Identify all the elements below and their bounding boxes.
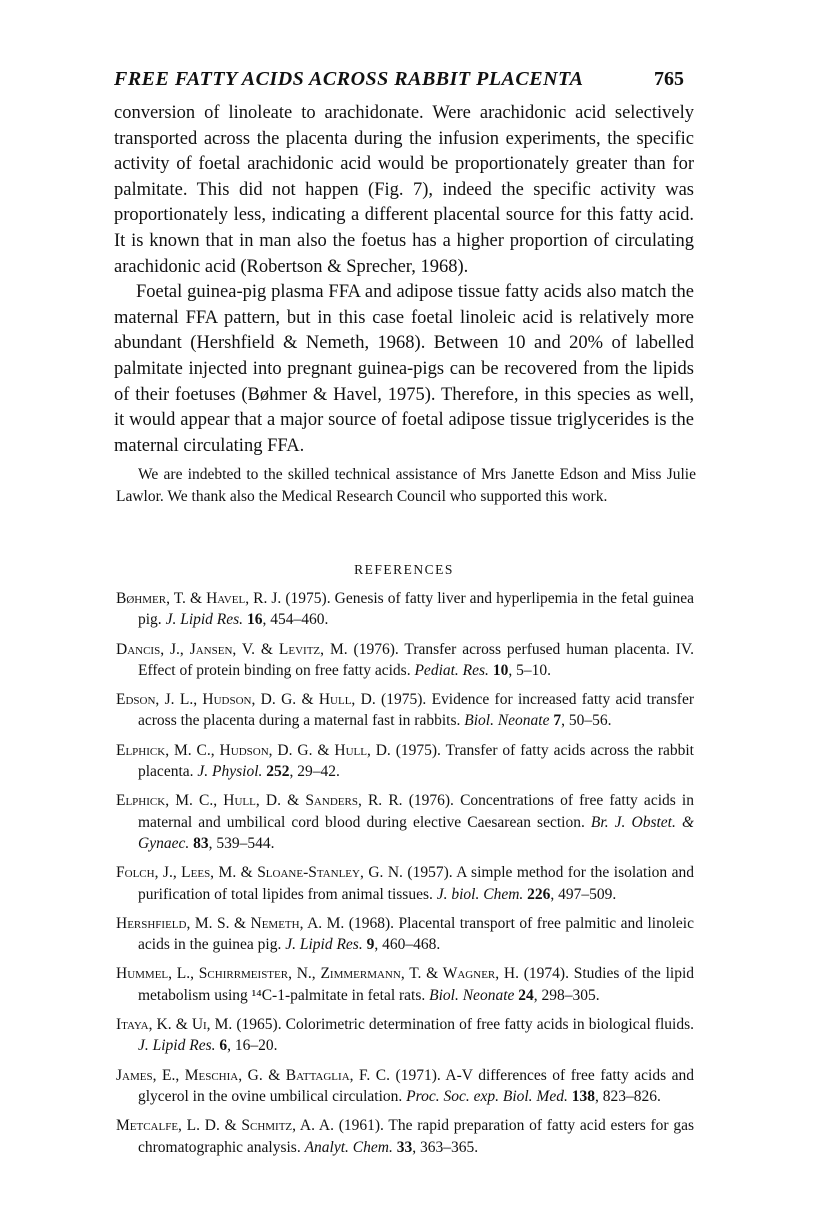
- reference-title: Transfer across perfused human placenta. IV. Effect of protein binding on free fatty acids.: [138, 640, 694, 679]
- reference-pages: , 454–460.: [262, 611, 329, 629]
- reference-journal: J. Lipid Res.: [285, 936, 363, 954]
- references-heading: REFERENCES: [354, 562, 454, 577]
- reference-journal: J. Physiol.: [197, 763, 263, 781]
- reference-pages: , 50–56.: [561, 712, 612, 730]
- reference-pages: , 460–468.: [374, 936, 441, 954]
- reference-journal: Br. J. Obstet. & Gynaec.: [138, 813, 695, 852]
- reference-title: Colorimetric determination of free fatty acids in biological fluids.: [285, 1016, 694, 1034]
- reference-volume: 24: [518, 986, 534, 1004]
- reference-volume: 33: [396, 1138, 413, 1156]
- reference-title: Transfer of fatty acids across the rabbit placenta.: [138, 741, 694, 781]
- reference-title: Evidence for increased fatty acid transfer across the placenta during a maternal fast in rabbits.: [138, 691, 695, 730]
- reference-authors: Hershfield, M. S. & Nemeth, A. M.: [116, 914, 345, 932]
- reference-authors: Elphick, M. C., Hull, D. & Sanders, R. R.: [116, 792, 403, 810]
- reference-authors: Bøhmer, T. & Havel, R. J.: [116, 590, 282, 607]
- reference-title: Genesis of fatty liver and hyperlipemia in the fetal guinea pig.: [138, 590, 694, 629]
- reference-journal: Proc. Soc. exp. Biol. Med.: [406, 1087, 568, 1105]
- reference-journal: Biol. Neonate: [464, 712, 550, 730]
- reference-authors: Hummel, L., Schirrmeister, N., Zimmermann, T. & Wagner, H.: [116, 965, 519, 983]
- reference-item: [116, 963, 694, 1006]
- reference-title: The rapid preparation of fatty acid esters for gas chromatographic analysis.: [138, 1117, 694, 1156]
- reference-item: [116, 913, 694, 956]
- reference-journal: J. Lipid Res.: [138, 1037, 216, 1055]
- reference-volume: 10: [492, 661, 509, 679]
- reference-title: A simple method for the isolation and purification of total lipides from animal tissues.: [138, 864, 694, 903]
- reference-year: (1974).: [518, 965, 574, 983]
- reference-item: [116, 588, 694, 631]
- reference-year: (1975).: [281, 590, 335, 607]
- reference-journal: J. Lipid Res.: [165, 611, 244, 629]
- reference-pages: , 16–20.: [227, 1037, 278, 1055]
- reference-pages: , 5–10.: [508, 661, 551, 679]
- reference-item: [116, 689, 694, 732]
- reference-pages: , 363–365.: [412, 1138, 479, 1156]
- reference-year: (1975).: [375, 691, 432, 709]
- acknowledgement: We are indebted to the skilled technical assistance of Mrs Janette Edson and Miss Julie Lawlor. We thank also the Medical Research Council who supported this work.: [116, 466, 696, 505]
- reference-item: [116, 790, 694, 854]
- running-title: FREE FATTY ACIDS ACROSS RABBIT PLACENTA: [114, 68, 584, 90]
- reference-volume: 226: [527, 885, 551, 903]
- reference-authors: Folch, J., Lees, M. & Sloane-Stanley, G. N.: [116, 864, 403, 882]
- reference-item: [116, 862, 694, 905]
- reference-volume: 138: [571, 1087, 595, 1105]
- reference-item: [116, 1014, 694, 1057]
- reference-year: (1976).: [402, 792, 461, 810]
- reference-year: (1961).: [333, 1117, 389, 1135]
- reference-volume: 252: [266, 763, 290, 781]
- page-number: 765: [654, 68, 684, 90]
- reference-journal: Pediat. Res.: [414, 661, 489, 679]
- reference-volume: 83: [193, 834, 209, 852]
- reference-item: [116, 639, 694, 682]
- reference-journal: Analyt. Chem.: [304, 1138, 393, 1156]
- body-paragraph: Foetal guinea-pig plasma FFA and adipose tissue fatty acids also match the maternal FFA pattern, but in this case foetal linoleic acid is relatively more abundant (Hershfield & Nemeth, 1968). Between 10 and 20% of labelled palmitate injected into pregnant guinea-pigs can be recovered from the lipids of their foetuses (Bøhmer & Havel, 1975). Therefore, in this species as well, it would appear that a major source of foetal adipose tissue triglycerides is the maternal circulating FFA.: [114, 282, 694, 456]
- reference-authors: James, E., Meschia, G. & Battaglia, F. C.: [116, 1066, 391, 1084]
- reference-title: A-V differences of free fatty acids and glycerol in the ovine umbilical circulation.: [138, 1066, 695, 1105]
- reference-year: (1968).: [344, 914, 399, 932]
- reference-volume: 7: [553, 712, 562, 730]
- reference-volume: 9: [366, 936, 375, 954]
- reference-authors: Dancis, J., Jansen, V. & Levitz, M.: [116, 640, 348, 658]
- reference-title: Placental transport of free palmitic and linoleic acids in the guinea pig.: [138, 914, 694, 954]
- reference-pages: , 298–305.: [533, 986, 600, 1004]
- reference-volume: 16: [246, 611, 263, 629]
- reference-year: (1957).: [402, 864, 457, 882]
- reference-year: (1976).: [347, 640, 405, 658]
- reference-item: [116, 740, 694, 783]
- reference-authors: Edson, J. L., Hudson, D. G. & Hull, D.: [116, 691, 376, 709]
- reference-pages: , 823–826.: [594, 1087, 661, 1105]
- reference-volume: 6: [219, 1037, 228, 1055]
- reference-item: [116, 1065, 694, 1108]
- reference-authors: Metcalfe, L. D. & Schmitz, A. A.: [116, 1117, 334, 1135]
- reference-list: [116, 588, 694, 1166]
- reference-journal: Biol. Neonate: [429, 986, 515, 1004]
- reference-title: Concentrations of free fatty acids in maternal and umbilical cord blood during elective Caesarean section.: [138, 792, 694, 831]
- reference-pages: , 29–42.: [289, 763, 340, 781]
- reference-year: (1965).: [232, 1016, 286, 1034]
- reference-authors: Elphick, M. C., Hudson, D. G. & Hull, D.: [116, 741, 391, 759]
- reference-authors: Itaya, K. & Ui, M.: [116, 1016, 233, 1034]
- body-paragraph: conversion of linoleate to arachidonate. Were arachidonic acid selectively transported across the placenta during the infusion experiments, the specific activity of foetal arachidonic acid would be proportionately greater than for palmitate. This did not happen (Fig. 7), indeed the specific activity was proportionately less, indicating a different placental source for this fatty acid. It is known that in man also the foetus has a higher proportion of circulating arachidonic acid (Robertson & Sprecher, 1968).: [114, 103, 694, 277]
- reference-pages: , 539–544.: [208, 834, 275, 852]
- reference-year: (1971).: [390, 1066, 446, 1084]
- reference-pages: , 497–509.: [550, 885, 617, 903]
- reference-journal: J. biol. Chem.: [436, 885, 524, 903]
- body-text: [114, 101, 694, 459]
- reference-item: [116, 1115, 694, 1158]
- reference-title: Studies of the lipid metabolism using ¹⁴C-1-palmitate in fetal rats.: [138, 965, 695, 1004]
- reference-year: (1975).: [390, 741, 446, 759]
